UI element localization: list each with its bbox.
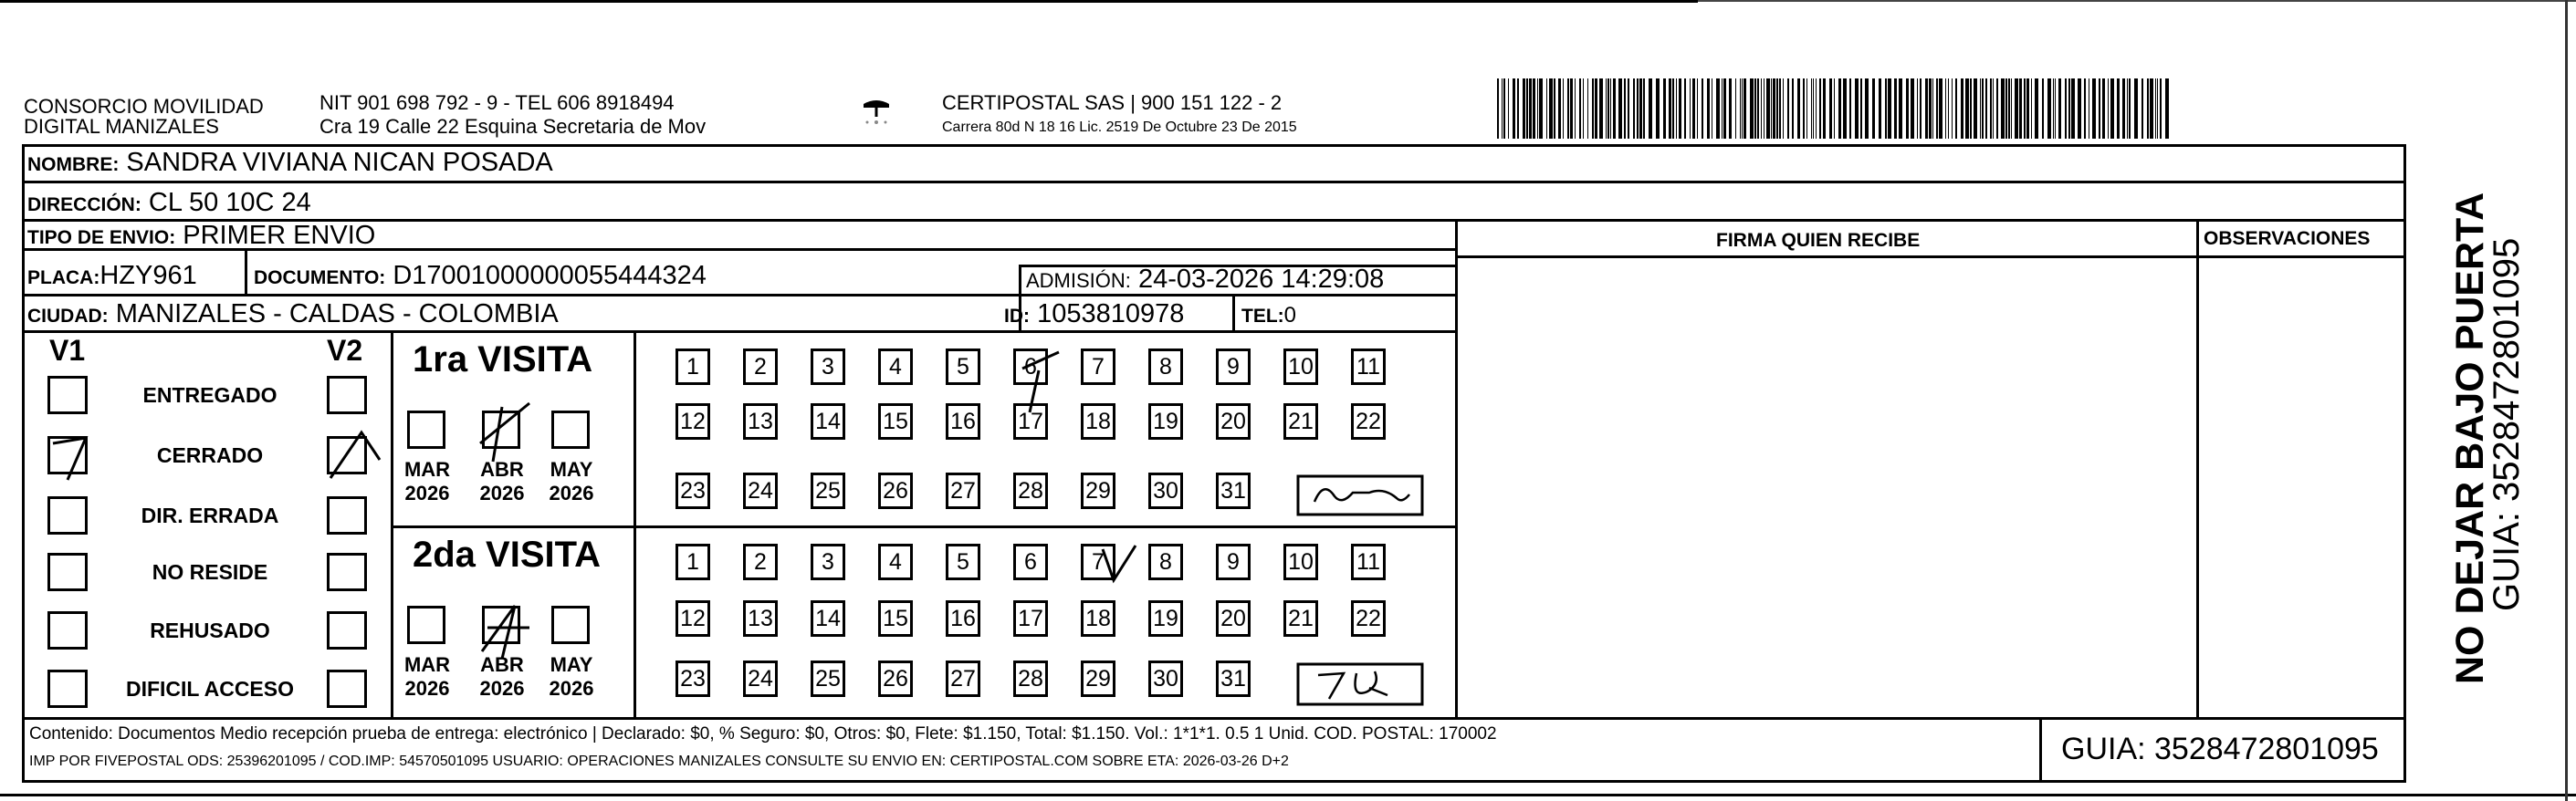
- year-label: 2026: [404, 482, 450, 505]
- status-v2-checkbox[interactable]: [327, 611, 367, 650]
- footer-imp: IMP POR FIVEPOSTAL ODS: 25396201095 / COD.IMP: 54570501095 USUARIO: OPERACIONES MANIZALES CONSULTE SU ENVIO EN: CERTIPOSTAL.COM SOBRE ETA: 2026-03-26 D+2: [29, 754, 1289, 769]
- month-checkbox[interactable]: [407, 411, 445, 449]
- company-nit: NIT 901 698 792 - 9 - TEL 606 8918494: [319, 91, 675, 114]
- side-text: [2410, 146, 2527, 693]
- day-box[interactable]: 8: [1148, 544, 1183, 580]
- day-box[interactable]: 31: [1216, 473, 1251, 509]
- visit2-signature: [1296, 662, 1424, 706]
- day-box[interactable]: 13: [743, 600, 778, 637]
- day-box[interactable]: 6: [1013, 544, 1048, 580]
- status-v2-checkbox[interactable]: [327, 376, 367, 414]
- day-box[interactable]: 7: [1081, 544, 1115, 580]
- company-line2: DIGITAL MANIZALES: [24, 115, 219, 138]
- status-v1-checkbox[interactable]: [47, 553, 88, 591]
- day7-mark-visit2: [1092, 538, 1143, 589]
- id-row: ID: 1053810978: [1004, 299, 1185, 328]
- day-box[interactable]: 19: [1148, 403, 1183, 440]
- tipo-value: PRIMER ENVIO: [183, 221, 376, 250]
- status-v1-checkbox[interactable]: [47, 496, 88, 535]
- day-box[interactable]: 17: [1013, 600, 1048, 637]
- year-label: 2026: [479, 677, 525, 700]
- postal-logo-icon: [858, 95, 895, 136]
- day-box[interactable]: 4: [878, 348, 913, 385]
- documento-value: D17001000000055444324: [393, 261, 707, 290]
- day-box[interactable]: 3: [811, 348, 845, 385]
- v1-label: V1: [49, 334, 86, 367]
- certipostal-name: CERTIPOSTAL SAS | 900 151 122 - 2: [942, 91, 1283, 114]
- day-box[interactable]: 10: [1283, 544, 1318, 580]
- status-v1-checkbox[interactable]: [47, 376, 88, 414]
- day-box[interactable]: 18: [1081, 600, 1115, 637]
- barcode: [1495, 78, 2174, 139]
- day-box[interactable]: 11: [1351, 544, 1386, 580]
- day-box[interactable]: 26: [878, 473, 913, 509]
- month-label: ABR: [480, 653, 524, 676]
- month-checkbox[interactable]: [551, 411, 590, 449]
- cerrado-v1-mark: [46, 431, 100, 485]
- abr-visit2-mark: [475, 600, 539, 664]
- day-box[interactable]: 4: [878, 544, 913, 580]
- status-option-label: NO RESIDE: [152, 560, 268, 584]
- no-dejar-text: NO DEJAR BAJO PUERTA: [2448, 192, 2492, 684]
- day-box[interactable]: 16: [946, 600, 980, 637]
- second-visit-title: 2da VISITA: [413, 535, 601, 575]
- day-box[interactable]: 1: [675, 348, 710, 385]
- status-v2-checkbox[interactable]: [327, 496, 367, 535]
- day-box[interactable]: 21: [1283, 600, 1318, 637]
- top-rule: [0, 0, 1698, 3]
- day-box[interactable]: 11: [1351, 348, 1386, 385]
- day-box[interactable]: 2: [743, 348, 778, 385]
- month-label: MAY: [550, 653, 593, 676]
- day-box[interactable]: 31: [1216, 661, 1251, 697]
- direccion-row: DIRECCIÓN: CL 50 10C 24: [27, 188, 311, 217]
- year-label: 2026: [549, 482, 594, 505]
- day-box[interactable]: 20: [1216, 600, 1251, 637]
- day-box[interactable]: 24: [743, 473, 778, 509]
- day-box[interactable]: 29: [1081, 661, 1115, 697]
- day-box[interactable]: 1: [675, 544, 710, 580]
- day-box[interactable]: 5: [946, 544, 980, 580]
- day-box[interactable]: 30: [1148, 661, 1183, 697]
- day-box[interactable]: 23: [675, 473, 710, 509]
- day-box[interactable]: 10: [1283, 348, 1318, 385]
- day-box[interactable]: 25: [811, 661, 845, 697]
- documento-row: DOCUMENTO: D17001000000055444324: [254, 261, 707, 290]
- footer-guia: GUIA: 3528472801095: [2061, 732, 2379, 766]
- status-v1-checkbox[interactable]: [47, 670, 88, 708]
- day-box[interactable]: 22: [1351, 403, 1386, 440]
- status-v2-checkbox[interactable]: [327, 670, 367, 708]
- day-box[interactable]: 23: [675, 661, 710, 697]
- day-box[interactable]: 5: [946, 348, 980, 385]
- day-box[interactable]: 24: [743, 661, 778, 697]
- day-box[interactable]: 12: [675, 403, 710, 440]
- status-option-label: ENTREGADO: [142, 383, 277, 407]
- tipo-row: TIPO DE ENVIO: PRIMER ENVIO: [27, 221, 376, 250]
- day-box[interactable]: 15: [878, 600, 913, 637]
- company-line1: CONSORCIO MOVILIDAD: [24, 95, 264, 118]
- month-label: MAR: [403, 458, 451, 481]
- day-box[interactable]: 18: [1081, 403, 1115, 440]
- day-box[interactable]: 6: [1013, 348, 1048, 385]
- day-box[interactable]: 3: [811, 544, 845, 580]
- day-box[interactable]: 2: [743, 544, 778, 580]
- day-box[interactable]: 26: [878, 661, 913, 697]
- day-box[interactable]: 9: [1216, 544, 1251, 580]
- day-box[interactable]: 13: [743, 403, 778, 440]
- day-box[interactable]: 30: [1148, 473, 1183, 509]
- day-box[interactable]: 17: [1013, 403, 1048, 440]
- day-box[interactable]: 14: [811, 403, 845, 440]
- status-v1-checkbox[interactable]: [47, 611, 88, 650]
- tel-row: TEL:0: [1241, 303, 1297, 328]
- side-guia-text: GUIA: 3528472801095: [2487, 237, 2527, 611]
- company-address: Cra 19 Calle 22 Esquina Secretaria de Mov: [319, 115, 707, 138]
- day-box[interactable]: 25: [811, 473, 845, 509]
- day-box[interactable]: 22: [1351, 600, 1386, 637]
- visit1-signature: [1296, 474, 1424, 516]
- day-box[interactable]: 15: [878, 403, 913, 440]
- month-label: ABR: [480, 458, 524, 481]
- day6-mark-visit1: [1019, 343, 1064, 416]
- id-value: 1053810978: [1037, 299, 1185, 328]
- status-option-label: DIR. ERRADA: [141, 504, 279, 527]
- day-box[interactable]: 27: [946, 473, 980, 509]
- v2-label: V2: [327, 334, 363, 367]
- day-box[interactable]: 9: [1216, 348, 1251, 385]
- placa-value: HZY961: [99, 261, 197, 290]
- day-box[interactable]: 21: [1283, 403, 1318, 440]
- month-label: MAR: [403, 653, 451, 676]
- day-box[interactable]: 29: [1081, 473, 1115, 509]
- day-box[interactable]: 7: [1081, 348, 1115, 385]
- ciudad-row: CIUDAD: MANIZALES - CALDAS - COLOMBIA: [27, 299, 559, 328]
- day-box[interactable]: 28: [1013, 473, 1048, 509]
- month-checkbox[interactable]: [407, 606, 445, 644]
- observaciones-label: OBSERVACIONES: [2204, 228, 2371, 249]
- status-v2-checkbox[interactable]: [327, 553, 367, 591]
- placa-row: PLACA:HZY961: [27, 261, 197, 290]
- month-label: MAY: [550, 458, 593, 481]
- ciudad-value: MANIZALES - CALDAS - COLOMBIA: [115, 299, 559, 328]
- status-option-label: DIFICIL ACCESO: [125, 677, 294, 701]
- firma-label: FIRMA QUIEN RECIBE: [1716, 230, 1921, 251]
- day-box[interactable]: 19: [1148, 600, 1183, 637]
- month-checkbox[interactable]: [551, 606, 590, 644]
- day-box[interactable]: 27: [946, 661, 980, 697]
- first-visit-title: 1ra VISITA: [413, 339, 593, 380]
- tel-value: 0: [1283, 303, 1297, 328]
- abr-visit1-mark: [475, 398, 539, 471]
- cerrado-v2-mark: [325, 423, 389, 487]
- day-box[interactable]: 12: [675, 600, 710, 637]
- day-box[interactable]: 28: [1013, 661, 1048, 697]
- day-box[interactable]: 8: [1148, 348, 1183, 385]
- admision-row: ADMISIÓN: 24-03-2026 14:29:08: [1026, 265, 1385, 294]
- admision-value: 24-03-2026 14:29:08: [1137, 265, 1385, 294]
- status-option-label: CERRADO: [156, 443, 264, 467]
- year-label: 2026: [404, 677, 450, 700]
- footer-contenido: Contenido: Documentos Medio recepción prueba de entrega: electrónico | Declarado: $0, % Seguro: $0, Otros: $0, Flete: $1.150, Total: $1.150. Vol.: 1*1*1. 0.5 1 Unid. COD. POSTAL: 170002: [29, 724, 1497, 744]
- year-label: 2026: [479, 482, 525, 505]
- year-label: 2026: [549, 677, 594, 700]
- day-box[interactable]: 20: [1216, 403, 1251, 440]
- top-rule-right: [1698, 0, 2576, 2]
- day-box[interactable]: 16: [946, 403, 980, 440]
- certipostal-address: Carrera 80d N 18 16 Lic. 2519 De Octubre 23 De 2015: [942, 120, 1297, 135]
- nombre-value: SANDRA VIVIANA NICAN POSADA: [126, 148, 553, 177]
- status-option-label: REHUSADO: [150, 619, 270, 642]
- nombre-row: NOMBRE: SANDRA VIVIANA NICAN POSADA: [27, 148, 553, 177]
- direccion-value: CL 50 10C 24: [148, 188, 311, 217]
- day-box[interactable]: 14: [811, 600, 845, 637]
